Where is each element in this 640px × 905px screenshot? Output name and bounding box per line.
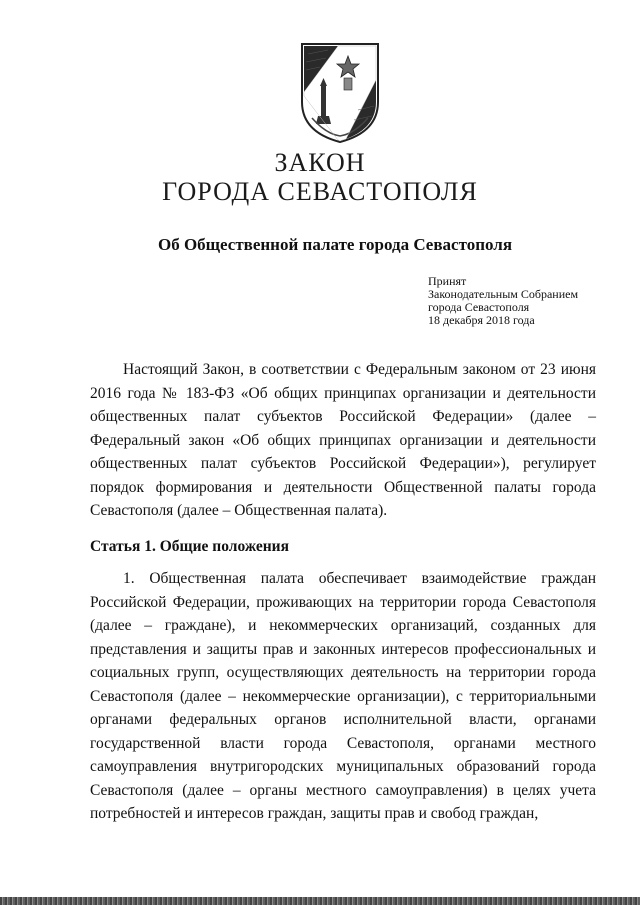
article-1-heading: Статья 1. Общие положения xyxy=(90,538,289,555)
sevastopol-coat-of-arms-icon xyxy=(298,40,382,144)
article-1-paragraph-1: 1. Общественная палата обеспечивает взаимодействие граждан Российской Федерации, проживающих на территории города Севастополя (далее – граждане), и некоммерческих организаций, созданных для представления и защиты прав и законных интересов профессиональных и социальных групп, осуществляющих деятельность на территории города Севастополя (далее – некоммерческие организации), с территориальными органами федеральных органов исполнительной власти, органами государственной власти города Севастополя, органами местного самоуправления внутригородских муниципальных образований города Севастополя (далее – органы местного самоуправления) в целях учета потребностей и интересов граждан, защиты прав и свобод граждан, xyxy=(90,570,596,822)
adoption-date: 18 декабря 2018 года xyxy=(428,313,535,327)
adoption-line-3: города Севастополя xyxy=(428,300,530,314)
law-title-line-1: ЗАКОН xyxy=(274,148,366,177)
adoption-line-2: Законодательным Собранием xyxy=(428,287,579,301)
intro-paragraph: Настоящий Закон, в соответствии с Федеральным законом от 23 июня 2016 года № 183-ФЗ «Об общих принципах организации и деятельности общественных палат субъектов Российской Федерации» (далее – Федеральный закон «Об общих принципах организации и деятельности общественных палат субъектов Российской Федерации»), регулирует порядок формирования и деятельности Общественной палаты города Севастополя (далее – Общественная палата). xyxy=(90,361,596,519)
law-title-line-2: ГОРОДА СЕВАСТОПОЛЯ xyxy=(162,177,478,206)
law-subject-heading: Об Общественной палате города Севастополя xyxy=(157,235,513,254)
adoption-block xyxy=(428,275,578,327)
adoption-line-1: Принят xyxy=(428,274,467,288)
